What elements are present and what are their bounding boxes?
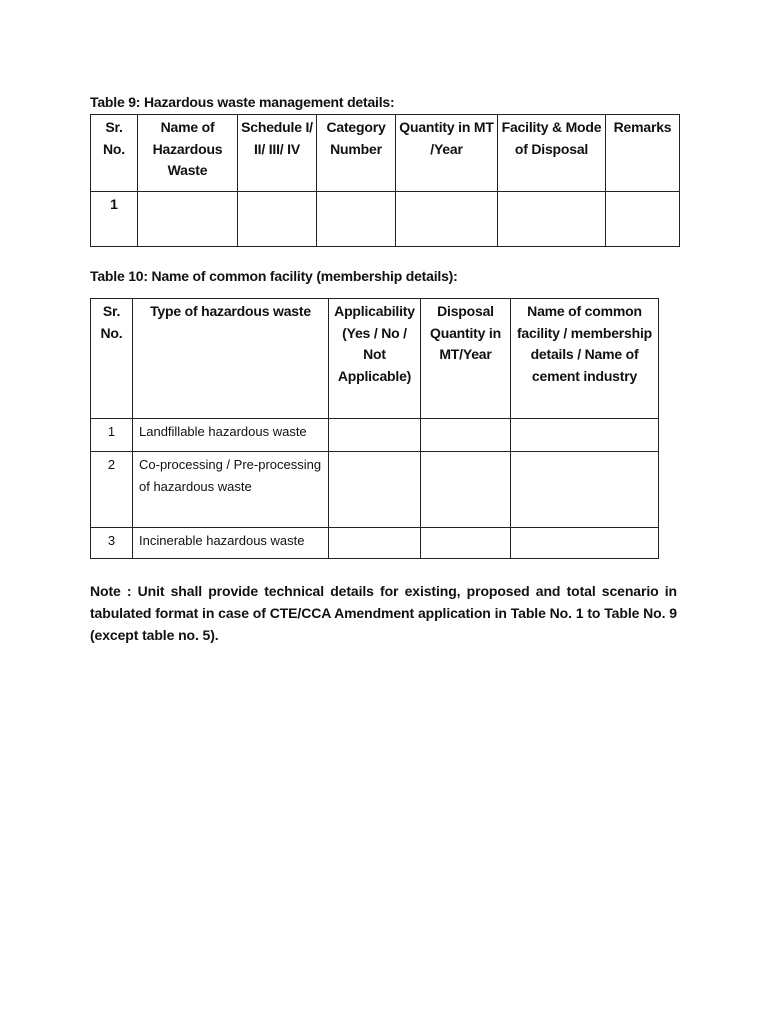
table-cell: Incinerable hazardous waste [133, 528, 329, 559]
hazardous-waste-table [90, 114, 680, 247]
table-row [91, 192, 680, 247]
table-cell [396, 192, 498, 247]
table-cell [329, 528, 421, 559]
table-cell: Co-processing / Pre-processing of hazardous waste [133, 452, 329, 528]
table-cell: 2 [91, 452, 133, 528]
table-cell [511, 419, 659, 452]
table-cell [329, 419, 421, 452]
table-cell [511, 528, 659, 559]
table-cell [421, 452, 511, 528]
header-waste-name: Name of Hazardous Waste [138, 115, 238, 192]
header-facility-disposal: Facility & Mode of Disposal [498, 115, 606, 192]
header-remarks: Remarks [606, 115, 680, 192]
table-cell [511, 452, 659, 528]
common-facility-table [90, 298, 659, 559]
table-cell [421, 419, 511, 452]
header-waste-type: Type of hazardous waste [133, 299, 329, 419]
table-row [91, 452, 659, 528]
table-cell [238, 192, 317, 247]
header-quantity: Quantity in MT /Year [396, 115, 498, 192]
header-common-facility: Name of common facility / membership details / Name of cement industry [511, 299, 659, 419]
header-sr-no: Sr. No. [91, 299, 133, 419]
table-cell: 1 [91, 192, 138, 247]
table-row [91, 419, 659, 452]
table-cell [317, 192, 396, 247]
table-cell [498, 192, 606, 247]
table-cell [606, 192, 680, 247]
table-cell [138, 192, 238, 247]
header-sr-no: Sr. No. [91, 115, 138, 192]
table-header-row [91, 115, 680, 192]
table10-caption: Table 10: Name of common facility (membership details): [90, 268, 458, 284]
table-cell [421, 528, 511, 559]
header-applicability: Applicability (Yes / No / Not Applicable) [329, 299, 421, 419]
table-cell: 3 [91, 528, 133, 559]
note-paragraph: Note : Unit shall provide technical details for existing, proposed and total scenario in tabulated format in case of CTE/CCA Amendment application in Table No. 1 to Table No. 9 (except table no. 5). [90, 583, 677, 643]
table-cell [329, 452, 421, 528]
table9-caption: Table 9: Hazardous waste management details: [90, 94, 395, 110]
table-header-row [91, 299, 659, 419]
table-cell: Landfillable hazardous waste [133, 419, 329, 452]
header-schedule: Schedule I/ II/ III/ IV [238, 115, 317, 192]
table-row [91, 528, 659, 559]
header-disposal-quantity: Disposal Quantity in MT/Year [421, 299, 511, 419]
table-cell: 1 [91, 419, 133, 452]
header-category-number: Category Number [317, 115, 396, 192]
